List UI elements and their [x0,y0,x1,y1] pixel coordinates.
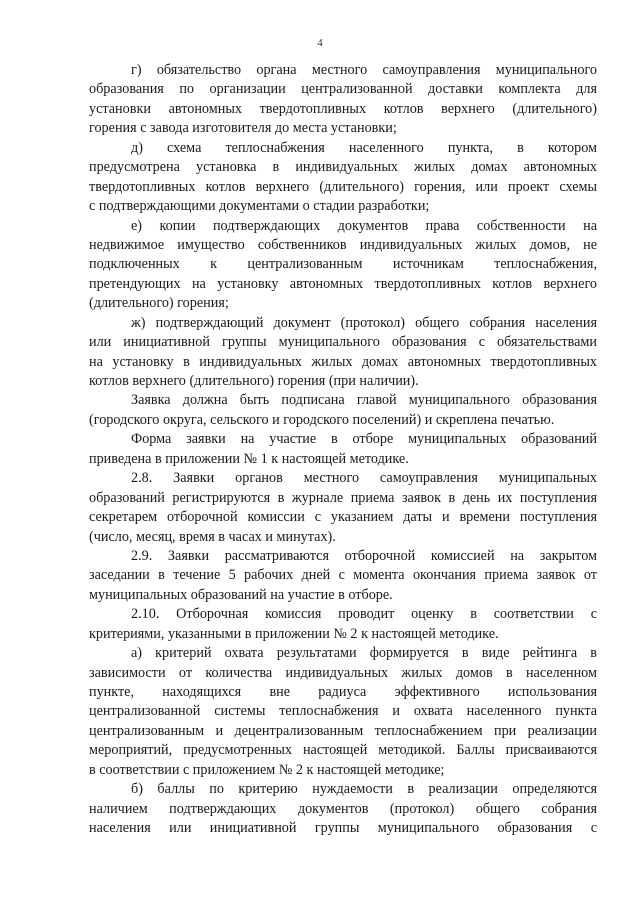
text-line: заседании в течение 5 рабочих дней с момента окончания приема заявок от [89,567,597,584]
text-line: на установку в индивидуальных жилых домах автономных твердотопливных [89,353,597,370]
text-line: централизованной системы теплоснабжения и охвата населенного пункта [89,703,597,720]
text-line: ж) подтверждающий документ (протокол) общего собрания населения [131,314,597,331]
text-line: установки автономных твердотопливных котлов верхнего (длительного) [89,100,597,117]
text-line: или инициативной группы муниципального образования с обязательствами [89,334,597,351]
item-g-paragraph [89,61,597,139]
text-line: 2.9. Заявки рассматриваются отборочной комиссией на закрытом [131,547,597,564]
text-line: (длительного) горения; [89,295,229,312]
text-line: недвижимое имущество собственников индивидуальных жилых домов, не [89,236,597,253]
clause-2-9-paragraph [89,547,597,605]
item-e-paragraph [89,217,597,314]
signature-requirement-paragraph [89,391,597,430]
application-form-paragraph [89,430,597,469]
text-line: подключенных к централизованным источникам теплоснабжения, [89,256,597,273]
text-line: (городского округа, сельского и городского поселений) и скреплена печатью. [89,411,555,428]
text-line: предусмотрена установка в индивидуальных жилых домах автономных [89,159,597,176]
text-line: с подтверждающими документами о стадии разработки; [89,198,430,215]
text-line: образований регистрируются в журнале приема заявок в день их поступления [89,489,597,506]
text-line: централизованным и децентрализованным теплоснабжением при реализации [89,722,597,739]
text-line: твердотопливных котлов верхнего (длительного) горения, или проект схемы [89,178,597,195]
text-line: претендующих на установку автономных твердотопливных котлов верхнего [89,275,597,292]
text-line: наличием подтверждающих документов (протокол) общего собрания [89,800,597,817]
text-line: населения или инициативной группы муниципального образования с [89,820,597,837]
text-line: Заявка должна быть подписана главой муниципального образования [131,392,597,409]
page-number: 4 [317,37,323,49]
text-line: образования по организации централизованной доставки комплекта для [89,81,597,98]
criterion-a-paragraph [89,644,597,780]
text-line: котлов верхнего (длительного) горения (при наличии). [89,373,419,389]
text-line: 2.8. Заявки органов местного самоуправления муниципальных [131,470,597,487]
text-line: критериями, указанными в приложении № 2 к настоящей методике. [89,625,499,642]
text-line: в соответствии с приложением № 2 к настоящей методике; [89,761,445,778]
text-line: а) критерий охвата результатами формируется в виде рейтинга в [131,645,597,662]
text-line: 2.10. Отборочная комиссия проводит оценку в соответствии с [131,606,597,623]
text-line: горения с завода изготовителя до места установки; [89,120,397,137]
text-line: приведена в приложении № 1 к настоящей методике. [89,450,409,467]
text-line: д) схема теплоснабжения населенного пункта, в котором [131,139,597,156]
text-line: б) баллы по критерию нуждаемости в реализации определяются [131,781,597,798]
criterion-b-paragraph [89,780,597,838]
text-line: (число, месяц, время в часах и минутах). [89,528,336,545]
document-body [89,61,597,839]
item-d-paragraph [89,139,597,217]
text-line: г) обязательство органа местного самоуправления муниципального [131,62,597,78]
text-line: зависимости от количества индивидуальных жилых домов в населенном [89,664,597,681]
text-line: пункте, находящихся вне радиуса эффективного использования [89,684,597,700]
text-line: Форма заявки на участие в отборе муниципальных образований [131,431,597,448]
item-zh-paragraph [89,314,597,392]
clause-2-10-paragraph [89,605,597,644]
text-line: мероприятий, предусмотренных настоящей методикой. Баллы присваиваются [89,742,597,759]
text-line: секретарем отборочной комиссии с указанием даты и времени поступления [89,509,597,526]
clause-2-8-paragraph [89,469,597,547]
text-line: муниципальных образований на участие в отборе. [89,586,393,603]
text-line: е) копии подтверждающих документов права собственности на [131,217,597,234]
